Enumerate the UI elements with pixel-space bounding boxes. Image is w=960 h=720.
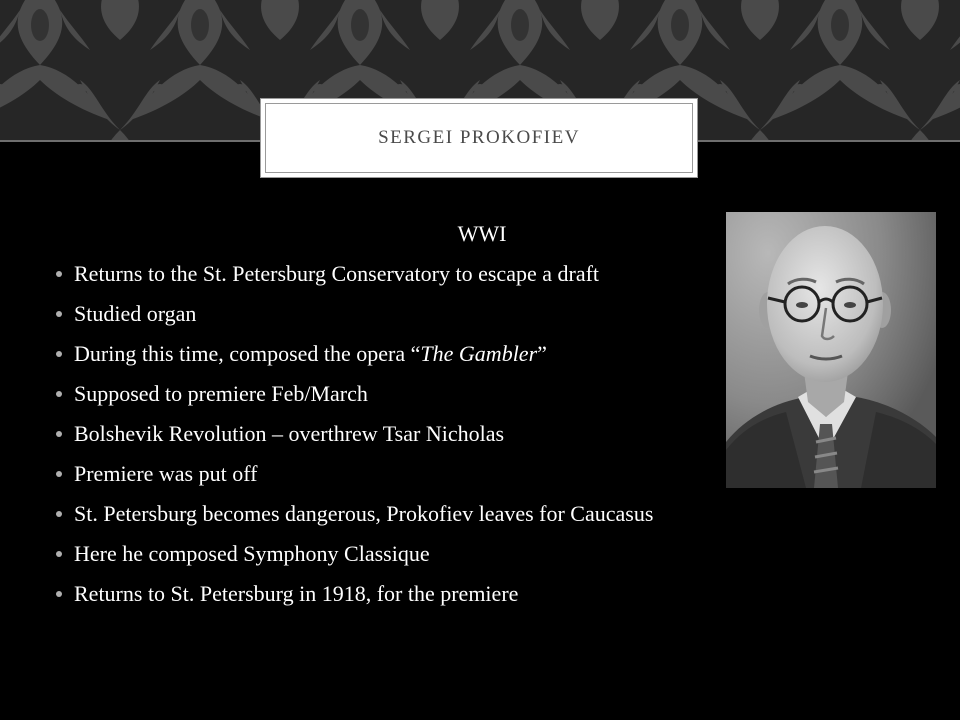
- bullet-item: Premiere was put off: [56, 454, 926, 494]
- bullet-icon: [56, 511, 62, 517]
- bullet-icon: [56, 551, 62, 557]
- title-box: [260, 98, 698, 178]
- title-box-inner-border: [265, 103, 693, 173]
- bullet-item: Bolshevik Revolution – overthrew Tsar Nicholas: [56, 414, 926, 454]
- bullet-item: Returns to the St. Petersburg Conservatory to escape a draft: [56, 254, 926, 294]
- bullet-item: During this time, composed the opera “The Gambler”: [56, 334, 926, 374]
- bullet-item: Here he composed Symphony Classique: [56, 534, 926, 574]
- portrait-photo: [726, 212, 936, 488]
- bullet-item: St. Petersburg becomes dangerous, Prokofiev leaves for Caucasus: [56, 494, 926, 534]
- bullet-icon: [56, 471, 62, 477]
- slide-title: SERGEI PROKOFIEV: [378, 127, 580, 148]
- bullet-item: Studied organ: [56, 294, 926, 334]
- bullet-icon: [56, 591, 62, 597]
- bullet-icon: [56, 391, 62, 397]
- bullet-icon: [56, 351, 62, 357]
- bullet-item: Supposed to premiere Feb/March: [56, 374, 926, 414]
- bullet-icon: [56, 431, 62, 437]
- section-heading: WWI: [457, 221, 507, 246]
- bullet-icon: [56, 311, 62, 317]
- opera-title: The Gambler: [420, 341, 538, 366]
- bullet-icon: [56, 271, 62, 277]
- bullet-item: Returns to St. Petersburg in 1918, for the premiere: [56, 574, 926, 614]
